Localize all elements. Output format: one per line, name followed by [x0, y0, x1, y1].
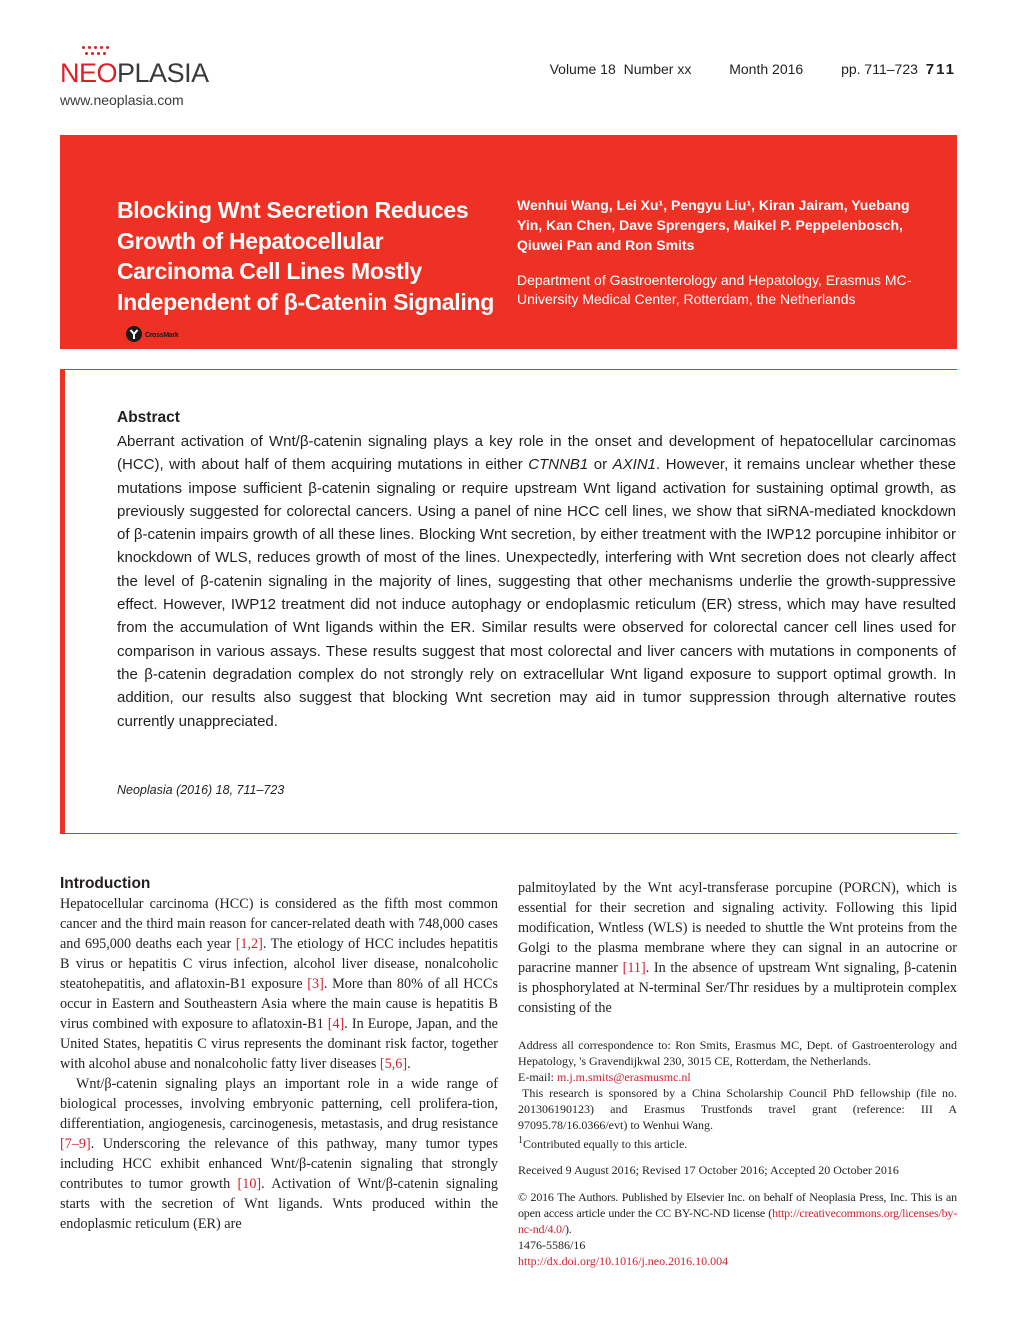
title-block [60, 135, 957, 349]
text-run: . Activation of Wnt/β-catenin signaling starts with the secretion of Wnt ligands. Wnts produced within the endoplasmic reticulum (ER) are [60, 1176, 498, 1232]
received-dates: Received 9 August 2016; Revised 17 October 2016; Accepted 20 October 2016 [518, 1163, 899, 1177]
site-url[interactable]: www.neoplasia.com [60, 92, 184, 108]
text-run: . [407, 1056, 411, 1072]
footnotes [518, 1037, 957, 1152]
article-title-text: Blocking Wnt Secretion Reduces Growth of Hepatocellular Carcinoma Cell Lines Mostly Independent of β-Catenin Signaling [117, 197, 494, 315]
abstract-accent-bar [60, 370, 65, 833]
intro-paragraph-2 [60, 1074, 498, 1234]
issn: 1476-5586/16 [518, 1238, 586, 1252]
text-run: . Underscoring the relevance of this pathway, many tumor types including HCC exhibit enhanced Wnt/β-catenin signaling that strongly contributes to tumor growth [60, 1136, 498, 1192]
logo-text-o: O [96, 58, 118, 88]
equal-contribution-text: Contributed equally to this article. [523, 1137, 688, 1151]
abstract-box [60, 369, 957, 834]
gene-ctnnb1: CTNNB1 [528, 456, 589, 474]
intro-paragraph-3 [518, 878, 957, 1018]
text-run: . In Europe, Japan, and the United States, hepatitis C virus represents the dominant risk factor, together with alcohol abuse and nonalcoholic fatty liver diseases [60, 1016, 498, 1072]
reference-link[interactable]: [5,6] [379, 1056, 408, 1072]
volume: Volume 18 [549, 61, 616, 77]
copyright-note [518, 1189, 957, 1237]
reference-link[interactable]: [1,2] [235, 936, 263, 952]
author-list: Wenhui Wang, Lei Xu¹, Pengyu Liu¹, Kiran Jairam, Yuebang Yin, Kan Chen, Dave Sprengers, Maikel P. Peppelenbosch, Qiuwei Pan and Ron Smits [517, 197, 910, 253]
email-line [518, 1069, 957, 1085]
text-run: . The etiology of HCC includes hepatitis B virus or hepatitis C virus infection, alcohol liver disease, nonalcoholic steatohepatitis, and aflatoxin-B1 exposure [60, 936, 498, 992]
text-run: Wnt/β-catenin signaling plays an important role in a wide range of biological processes, involving embryonic patterning, cell prolifera-tion, differentiation, angiogenesis, carcinogenesis, metastasis, and drug resistance [60, 1076, 498, 1132]
gene-axin1: AXIN1 [612, 456, 657, 474]
reference-link[interactable]: [10] [237, 1176, 262, 1192]
issue-number: Number xx [623, 61, 692, 77]
abstract-or: or [588, 456, 613, 474]
page-range: pp. 711–723 [841, 61, 918, 77]
email-label: E-mail: [518, 1070, 557, 1084]
license-link[interactable]: http://creativecommons.org/licenses/by-nc-nd/4.0/ [518, 1206, 957, 1236]
text-run: palmitoylated by the Wnt acyl-transferase porcupine (PORCN), which is essential for their secretion and signaling activity. Following this lipid modification, Wntless (WLS) is needed to shuttle the Wnt proteins from the Golgi to the plasma membrane where they can signal in an autocrine or paracrine manner [518, 880, 957, 976]
journal-logo[interactable] [60, 44, 210, 88]
reference-link[interactable]: [3] [307, 976, 324, 992]
text-run: © 2016 The Authors. Published by Elsevier Inc. on behalf of Neoplasia Press, Inc. This is an open access article under the CC BY-NC-ND license ( [518, 1190, 957, 1220]
equal-contribution-note [518, 1133, 957, 1152]
introduction-heading: Introduction [60, 875, 151, 892]
intro-paragraph-1 [60, 894, 498, 1074]
reference-link[interactable]: [7–9] [60, 1136, 91, 1152]
text-run: ). [565, 1222, 572, 1236]
funding-note: This research is sponsored by a China Scholarship Council PhD fellowship (file no. 201306190123) and Erasmus Trustfonds travel grant (reference: III A 97095.78/16.0366/evt) to Wenhui Wang. [518, 1086, 957, 1132]
abstract-citation: Neoplasia (2016) 18, 711–723 [117, 783, 285, 797]
abstract-text [117, 430, 956, 733]
body-column-right [518, 878, 957, 1018]
correspondence-note: Address all correspondence to: Ron Smits, Erasmus MC, Dept. of Gastroenterology and Hepatology, 's Gravendijkwal 230, 3015 CE, Rotterdam, the Netherlands. [518, 1038, 957, 1068]
article-title [117, 195, 497, 348]
abstract-part-2: . However, it remains unclear whether these mutations impose sufficient β-catenin signaling or require upstream Wnt ligand activation for sustaining optimal growth, as previously suggested for colorectal cancers. Using a panel of nine HCC cell lines, we show that siRNA-mediated knockdown of β-catenin impairs growth of all these lines. Blocking Wnt secretion, by either treatment with the IWP12 porcupine inhibitor or knockdown of WLS, reduces growth of most of the lines. Unexpectedly, interfering with Wnt secretion does not clearly affect the level of β-catenin signaling in the majority of lines, suggesting that other mechanisms underlie the growth-suppressive effect. However, IWP12 treatment did not induce autophagy or endoplasmic reticulum (ER) stress, which may have resulted from the accumulation of Wnt ligands within the ER. Similar results were observed for colorectal cancer cell lines used for comparison in various assays. These results suggest that most colorectal and liver cancers with mutations in components of the β-catenin degradation complex do not strongly rely on extracellular Wnt ligand exposure to support optimal growth. In addition, our results also suggest that blocking Wnt secretion may aid in tumor suppression through alternative routes currently unappreciated. [117, 456, 956, 730]
abstract-heading: Abstract [117, 409, 180, 426]
logo-text-plasia: PLASIA [117, 58, 209, 88]
page-number: 711 [925, 61, 956, 78]
text-run: Hepatocellular carcinoma (HCC) is considered as the fifth most common cancer and the third main reason for cancer-related death with 748,000 cases and 695,000 deaths each year [60, 896, 498, 952]
footnote-mark: 1 [518, 1135, 523, 1146]
license-block [518, 1189, 957, 1269]
affiliation: Department of Gastroenterology and Hepatology, Erasmus MC-University Medical Center, Rotterdam, the Netherlands [517, 272, 912, 307]
crossmark-label: CrossMark [145, 331, 179, 339]
reference-link[interactable]: [11] [622, 960, 646, 976]
issue-month: Month 2016 [729, 61, 804, 77]
doi-link[interactable]: http://dx.doi.org/10.1016/j.neo.2016.10.004 [518, 1254, 729, 1268]
reference-link[interactable]: [4] [327, 1016, 345, 1032]
body-column-left [60, 894, 498, 1234]
journal-issue-line [546, 61, 956, 78]
logo-text-ne: NE [60, 58, 97, 88]
text-run: . In the absence of upstream Wnt signaling, β-catenin is phosphorylated at N-terminal Ser/Thr residues by a multiprotein complex consisting of the [518, 960, 957, 1016]
abstract-part-1: Aberrant activation of Wnt/β-catenin signaling plays a key role in the onset and development of hepatocellular carcinomas (HCC), with about half of them acquiring mutations in either [117, 433, 956, 474]
text-run: . More than 80% of all HCCs occur in Eastern and Southeastern Asia where the main cause is hepatitis B virus combined with exposure to aflatoxin-B1 [60, 976, 498, 1032]
crossmark-icon[interactable] [125, 324, 189, 344]
email-link[interactable]: m.j.m.smits@erasmusmc.nl [557, 1070, 691, 1084]
